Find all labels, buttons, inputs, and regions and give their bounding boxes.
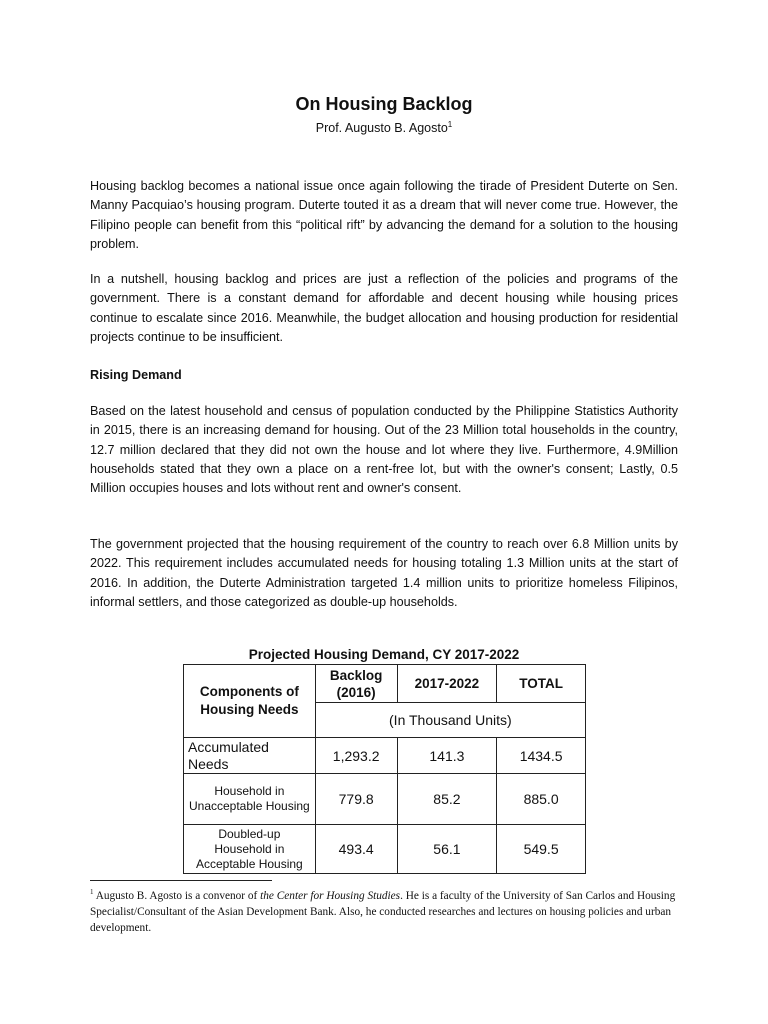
paragraph-census: Based on the latest household and census of population conducted by the Philippine Statistics Authority in 2015, there is an increasing demand for housing. Out of the 23 Million total households in the country, 12.7 million declared that they did not own the house and lot where they live. Furthermore, 4.9Million households stated that they own a place on a rent-free lot, but with the owner's consent; Lastly, 0.5 Million occupies houses and lots without rent and owner's consent. bbox=[90, 404, 678, 496]
table-row bbox=[184, 774, 586, 825]
header-components: Components of Housing Needs bbox=[184, 665, 316, 738]
cell-total: 1434.5 bbox=[497, 738, 586, 774]
footnote-separator bbox=[90, 880, 272, 881]
row-label: Accumulated Needs bbox=[184, 738, 316, 774]
unit-note: (In Thousand Units) bbox=[315, 703, 585, 738]
cell-period: 141.3 bbox=[397, 738, 497, 774]
cell-backlog: 779.8 bbox=[315, 774, 397, 825]
row-label: Household in Unacceptable Housing bbox=[184, 774, 316, 825]
paragraph-projection: The government projected that the housing requirement of the country to reach over 6.8 Million units by 2022. This requirement includes accumulated needs for housing totaling 1.3 Million units at the start of 2016. In addition, the Duterte Administration targeted 1.4 million units to prioritize homeless Filipinos, informal settlers, and those categorized as double-up households. bbox=[90, 537, 678, 609]
footnote-text-after: . He is a faculty of the University of San Carlos and Housing Specialist/Consultant of the Asian Development Bank. Also, he conducted researches and lectures on housing policies and urban development. bbox=[90, 889, 676, 934]
cell-backlog: 493.4 bbox=[315, 825, 397, 874]
cell-period: 56.1 bbox=[397, 825, 497, 874]
table-caption: Projected Housing Demand, CY 2017-2022 bbox=[248, 647, 520, 662]
footnote-center-name: the Center for Housing Studies bbox=[260, 889, 401, 902]
cell-backlog: 1,293.2 bbox=[315, 738, 397, 774]
footnote-text-before: Augusto B. Agosto is a convenor of bbox=[93, 889, 261, 902]
table-row bbox=[184, 825, 586, 874]
row-label: Doubled-up Household in Acceptable Housing bbox=[184, 825, 316, 874]
document-title: On Housing Backlog bbox=[295, 94, 473, 114]
author-name: Prof. Augusto B. Agosto bbox=[315, 121, 448, 136]
footnote-mark: 1 bbox=[90, 888, 94, 896]
cell-period: 85.2 bbox=[397, 774, 497, 825]
cell-total: 549.5 bbox=[497, 825, 586, 874]
cell-total: 885.0 bbox=[497, 774, 586, 825]
header-backlog: Backlog (2016) bbox=[315, 665, 397, 703]
author-footnote-mark: 1 bbox=[447, 120, 453, 129]
header-total: TOTAL bbox=[497, 665, 586, 703]
housing-demand-table bbox=[183, 664, 586, 874]
author-line bbox=[0, 120, 768, 135]
header-period: 2017-2022 bbox=[397, 665, 497, 703]
paragraph-intro: Housing backlog becomes a national issue once again following the tirade of President Duterte on Sen. Manny Pacquiao’s housing program. Duterte touted it as a dream that will never come true. However, the Filipino people can benefit from this “political rift” by advancing the demand for a solution to the housing problem. bbox=[90, 179, 678, 251]
paragraph-nutshell: In a nutshell, housing backlog and prices are just a reflection of the policies and programs of the government. There is a constant demand for affordable and decent housing while housing prices continue to escalate since 2016. Meanwhile, the budget allocation and housing production for residential projects continue to be insufficient. bbox=[90, 272, 678, 344]
table-row bbox=[184, 738, 586, 774]
footnote bbox=[90, 884, 680, 936]
section-heading: Rising Demand bbox=[90, 368, 182, 382]
